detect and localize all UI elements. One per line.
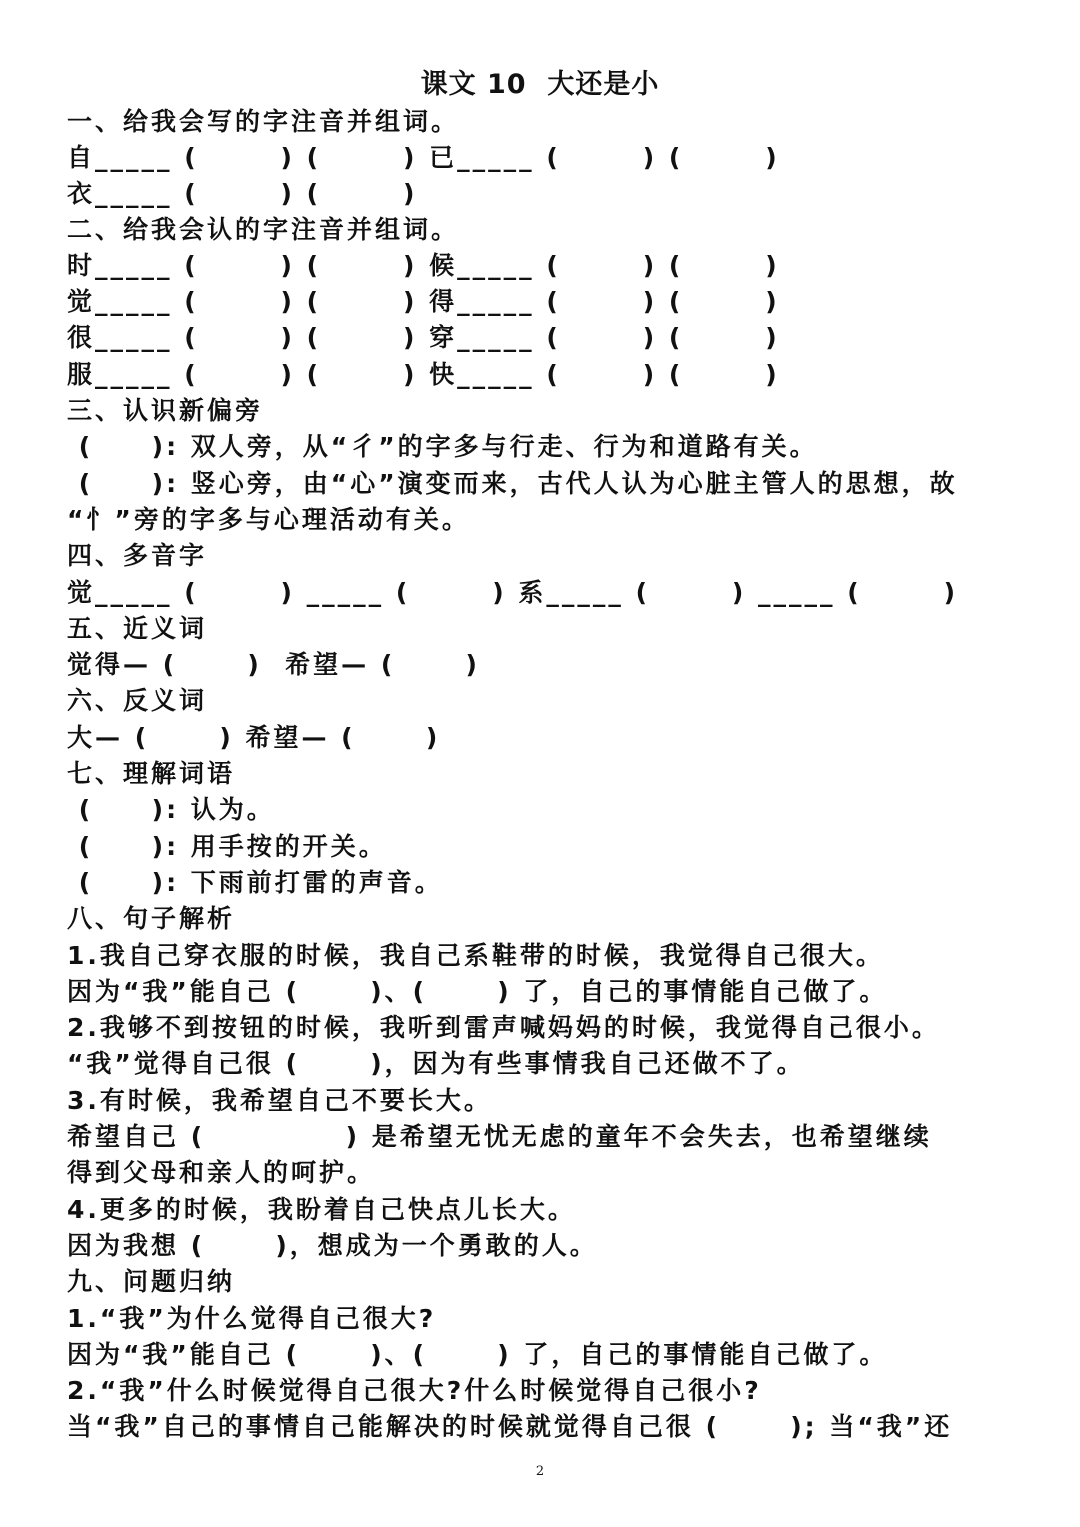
text-line: 当“我”自己的事情自己能解决的时候就觉得自己很 ( ); 当“我”还 [67,1412,953,1441]
text-line: 时_____ ( ) ( ) 候_____ ( ) ( ) [67,251,780,280]
text-line: 2.“我”什么时候觉得自己很大?什么时候觉得自己很小? [67,1376,762,1405]
text-line: 得到父母和亲人的呵护。 [67,1158,376,1187]
text-line: 1.我自己穿衣服的时候，我自己系鞋带的时候，我觉得自己很大。 [67,941,884,970]
text-line: 五、近义词 [67,614,208,643]
text-line: ( ): 用手按的开关。 [67,832,387,861]
text-line: ( ): 竖心旁，由“心”演变而来，古代人认为心脏主管人的思想，故 [67,469,958,498]
text-line: 九、问题归纳 [67,1267,236,1296]
text-line: 因为“我”能自己 ( )、( ) 了，自己的事情能自己做了。 [67,1340,888,1369]
text-line: 觉_____ ( ) ( ) 得_____ ( ) ( ) [67,287,780,316]
page-number: 2 [535,1464,545,1479]
text-line: 因为我想 ( )，想成为一个勇敢的人。 [67,1231,598,1260]
text-line: 希望自己 ( ) 是希望无忧无虑的童年不会失去，也希望继续 [67,1122,932,1151]
text-line: 4.更多的时候，我盼着自己快点儿长大。 [67,1195,576,1224]
text-line: 三、认识新偏旁 [67,396,264,425]
text-line: “我”觉得自己很 ( )，因为有些事情我自己还做不了。 [67,1049,805,1078]
text-line: 很_____ ( ) ( ) 穿_____ ( ) ( ) [67,323,780,352]
text-line: 1.“我”为什么觉得自己很大? [67,1304,437,1333]
text-line: 服_____ ( ) ( ) 快_____ ( ) ( ) [67,360,780,389]
text-line: 六、反义词 [67,686,208,715]
text-line: 因为“我”能自己 ( )、( ) 了，自己的事情能自己做了。 [67,977,888,1006]
page-title: 课文 10 大还是小 [420,69,660,100]
text-line: 2.我够不到按钮的时候，我听到雷声喊妈妈的时候，我觉得自己很小。 [67,1013,940,1042]
text-line: 3.有时候，我希望自己不要长大。 [67,1086,492,1115]
text-line: 衣_____ ( ) ( ) [67,179,418,208]
text-line: ( ): 认为。 [67,795,275,824]
text-line: “忄”旁的字多与心理活动有关。 [67,505,470,534]
text-line: 大— ( ) 希望— ( ) [67,723,441,752]
text-line: 觉得— ( ) 希望— ( ) [67,650,480,679]
text-line: ( ): 双人旁，从“彳”的字多与行走、行为和道路有关。 [67,432,818,461]
text-line: 二、给我会认的字注音并组词。 [67,215,460,244]
text-line: 一、给我会写的字注音并组词。 [67,107,460,136]
text-line: 觉_____ ( ) _____ ( ) 系_____ ( ) _____ ( ) [67,578,959,607]
text-line: 七、理解词语 [67,759,236,788]
text-line: 自_____ ( ) ( ) 已_____ ( ) ( ) [67,143,780,172]
text-line: 四、多音字 [67,541,208,570]
text-line: 八、句子解析 [67,904,236,933]
text-line: ( ): 下雨前打雷的声音。 [67,868,443,897]
